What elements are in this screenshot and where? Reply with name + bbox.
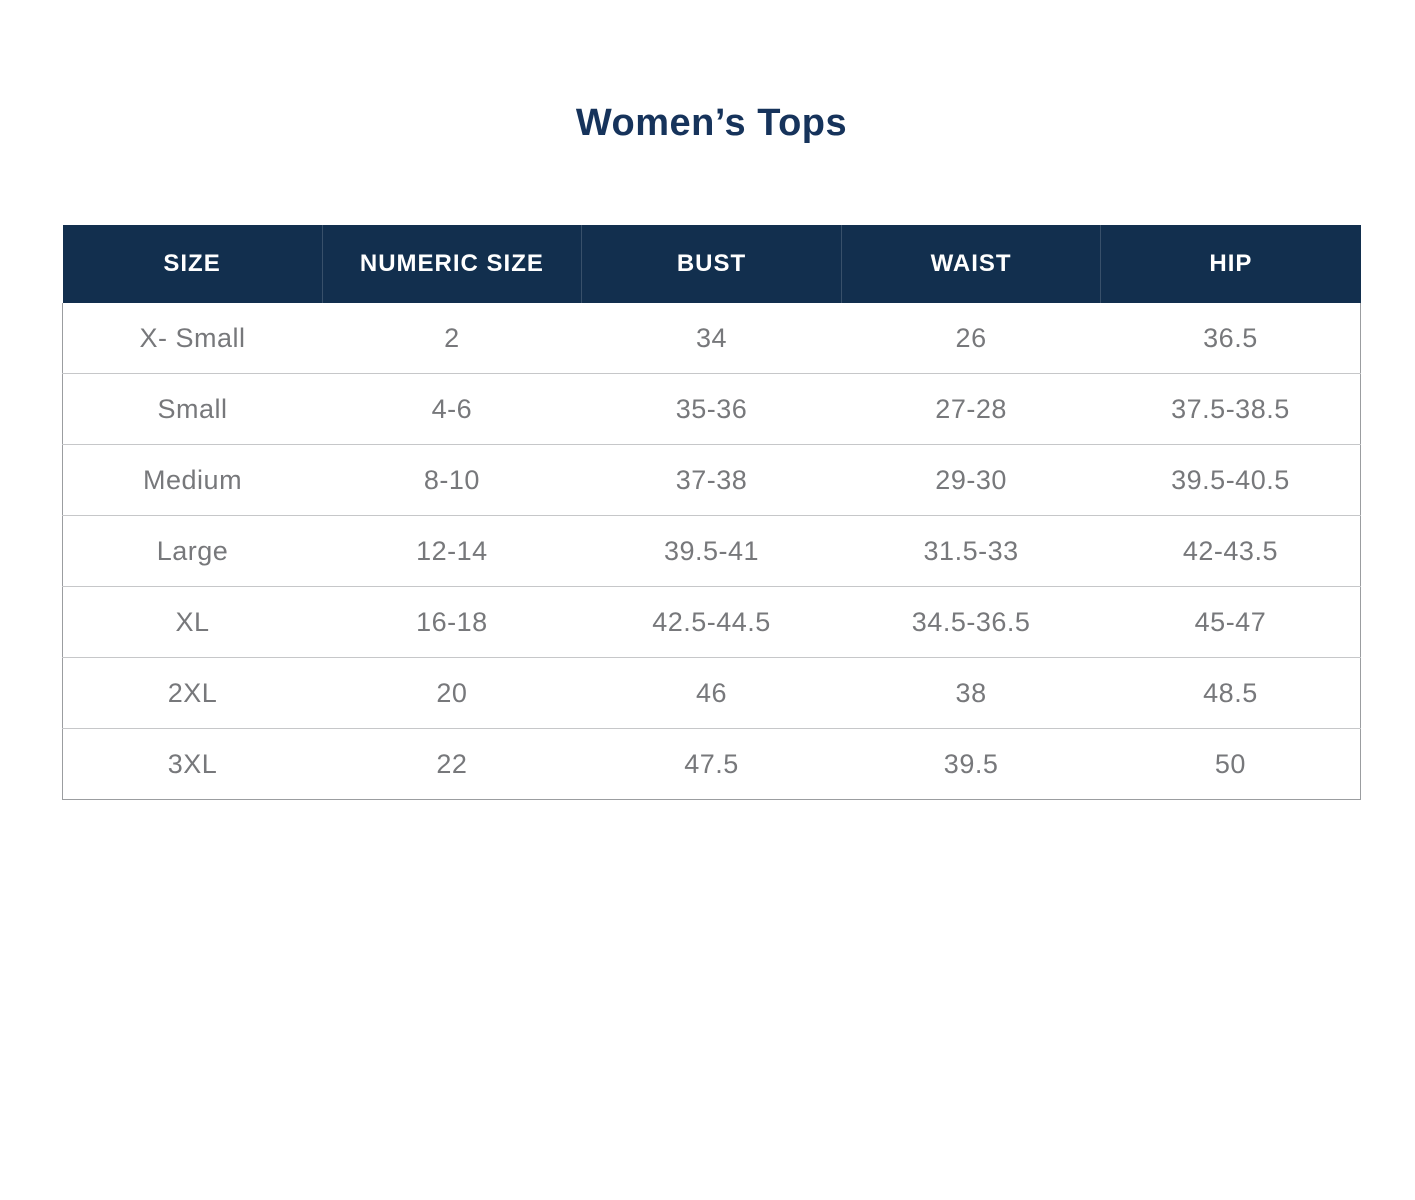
page-title: Women’s Tops: [575, 102, 848, 144]
cell-waist: 34.5-36.5: [841, 587, 1101, 658]
cell-size: 2XL: [63, 658, 323, 729]
header-row: [63, 225, 1361, 303]
table-row-2xl: [63, 658, 1361, 729]
cell-hip: 45-47: [1101, 587, 1361, 658]
cell-numeric-size: 4-6: [322, 374, 582, 445]
cell-size: Large: [63, 516, 323, 587]
cell-hip: 39.5-40.5: [1101, 445, 1361, 516]
cell-bust: 34: [582, 303, 842, 374]
cell-waist: 38: [841, 658, 1101, 729]
table-row-3xl: [63, 729, 1361, 800]
cell-waist: 39.5: [841, 729, 1101, 800]
column-header-size: SIZE: [63, 225, 323, 303]
cell-waist: 27-28: [841, 374, 1101, 445]
table-row-small: [63, 374, 1361, 445]
cell-size: 3XL: [63, 729, 323, 800]
cell-bust: 42.5-44.5: [582, 587, 842, 658]
cell-numeric-size: 12-14: [322, 516, 582, 587]
cell-bust: 47.5: [582, 729, 842, 800]
cell-numeric-size: 22: [322, 729, 582, 800]
cell-size: XL: [63, 587, 323, 658]
cell-bust: 39.5-41: [582, 516, 842, 587]
cell-numeric-size: 8-10: [322, 445, 582, 516]
table-header: [63, 225, 1361, 303]
cell-size: Medium: [63, 445, 323, 516]
cell-bust: 37-38: [582, 445, 842, 516]
cell-numeric-size: 2: [322, 303, 582, 374]
column-header-hip: HIP: [1101, 225, 1361, 303]
table-row-xl: [63, 587, 1361, 658]
cell-hip: 42-43.5: [1101, 516, 1361, 587]
cell-waist: 26: [841, 303, 1101, 374]
cell-waist: 31.5-33: [841, 516, 1101, 587]
size-chart-table: [62, 225, 1361, 800]
cell-size: X- Small: [63, 303, 323, 374]
table-row-medium: [63, 445, 1361, 516]
cell-hip: 36.5: [1101, 303, 1361, 374]
cell-bust: 46: [582, 658, 842, 729]
column-header-numeric-size: NUMERIC SIZE: [322, 225, 582, 303]
cell-size: Small: [63, 374, 323, 445]
cell-waist: 29-30: [841, 445, 1101, 516]
cell-numeric-size: 20: [322, 658, 582, 729]
cell-hip: 48.5: [1101, 658, 1361, 729]
cell-hip: 37.5-38.5: [1101, 374, 1361, 445]
column-header-waist: WAIST: [841, 225, 1101, 303]
table-row-xsmall: [63, 303, 1361, 374]
cell-hip: 50: [1101, 729, 1361, 800]
cell-numeric-size: 16-18: [322, 587, 582, 658]
table-body: [63, 303, 1361, 800]
table-row-large: [63, 516, 1361, 587]
cell-bust: 35-36: [582, 374, 842, 445]
column-header-bust: BUST: [582, 225, 842, 303]
